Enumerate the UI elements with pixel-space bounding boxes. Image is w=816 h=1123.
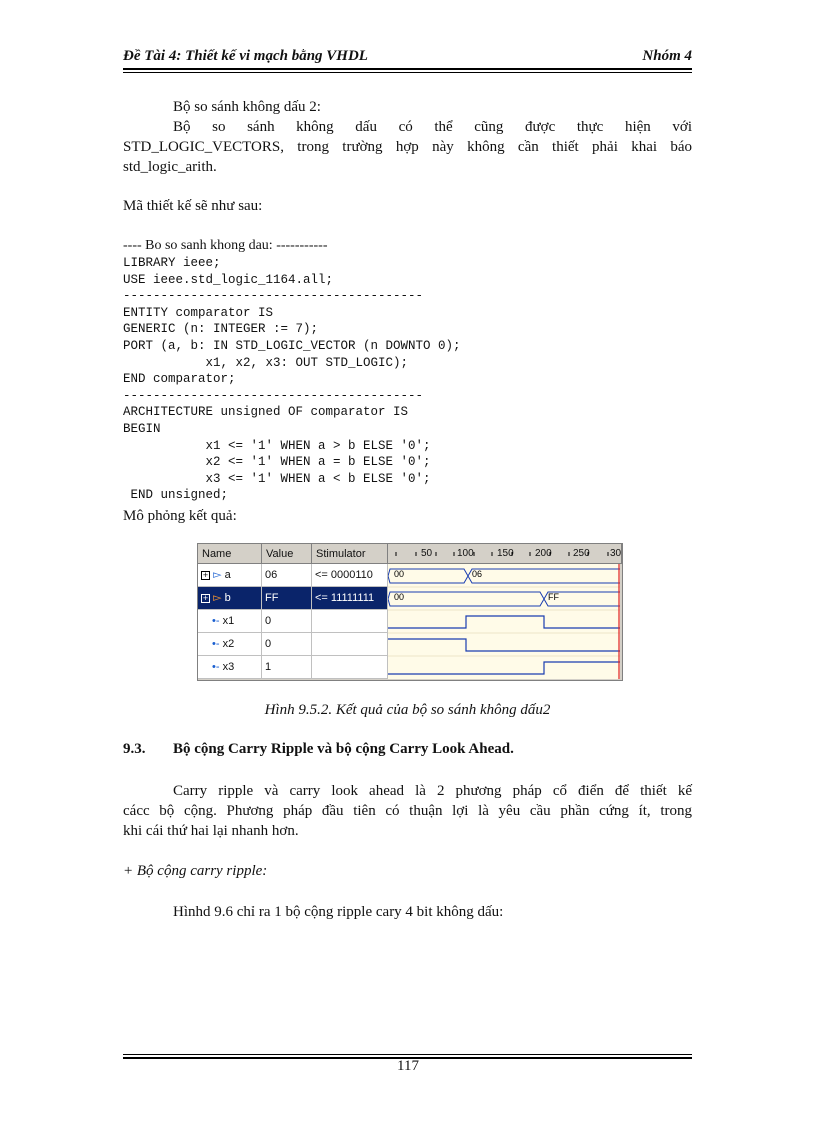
signal-value: 06 xyxy=(262,564,312,587)
signal-value: 1 xyxy=(262,656,312,679)
footer-rule xyxy=(123,1054,692,1055)
waveform-simulator xyxy=(197,543,623,681)
tick-label: 250 xyxy=(573,548,590,559)
bus-label-b2: FF xyxy=(548,592,559,602)
page-number: 117 xyxy=(397,1058,419,1074)
signal-name-cell[interactable] xyxy=(198,587,262,610)
bus-label-a1: 00 xyxy=(394,569,405,579)
body-p1-line2: cácc bộ cộng. Phương pháp đầu tiên có thuận lợi là yêu cầu phần cứng ít, trong xyxy=(123,803,692,819)
wave-a-2 xyxy=(468,569,620,583)
wave-b xyxy=(388,592,544,606)
code-line: x1, x2, x3: OUT STD_LOGIC); xyxy=(123,355,409,370)
bus-input-icon: ▻ xyxy=(213,592,222,604)
expand-icon[interactable]: + xyxy=(202,592,209,603)
signal-name: x3 xyxy=(222,661,235,673)
expand-icon[interactable]: + xyxy=(202,569,209,580)
tick-label: 150 xyxy=(497,548,514,559)
intro-para-line3: std_logic_arith. xyxy=(123,159,217,175)
sim-label: Mô phỏng kết quả: xyxy=(123,508,237,524)
code-line: LIBRARY ieee; xyxy=(123,256,221,270)
signal-stimulator[interactable]: <= 11111111 xyxy=(312,587,388,610)
code-line: GENERIC (n: INTEGER := 7); xyxy=(123,322,319,337)
output-pin-icon: •- xyxy=(212,661,220,673)
waveform-area[interactable] xyxy=(388,564,620,679)
waveform-traces xyxy=(388,564,620,679)
code-line: ---------------------------------------- xyxy=(123,388,424,403)
tick-label: 50 xyxy=(421,548,433,559)
signal-stimulator[interactable] xyxy=(312,633,388,656)
tick-label: 200 xyxy=(535,548,552,559)
figure-caption: Hình 9.5.2. Kết quả của bộ so sánh không dấu2 xyxy=(264,702,551,718)
intro-para-line2: STD_LOGIC_VECTORS, trong trường hợp này không cần thiết phải khai báo xyxy=(123,139,692,155)
bus-label-a2: 06 xyxy=(472,569,483,579)
code-line: END comparator; xyxy=(123,372,236,387)
signal-stimulator[interactable]: <= 0000110 xyxy=(312,564,388,587)
signal-stimulator[interactable] xyxy=(312,610,388,633)
output-pin-icon: •- xyxy=(212,638,220,650)
header-rule xyxy=(123,68,692,70)
code-line: PORT (a, b: IN STD_LOGIC_VECTOR (n DOWNTO 0); xyxy=(123,338,461,353)
header-title: Đề Tài 4: Thiết kế vi mạch bằng VHDL xyxy=(123,48,368,64)
wave-x1 xyxy=(388,616,620,628)
signal-stimulator[interactable] xyxy=(312,656,388,679)
signal-name-cell[interactable] xyxy=(198,564,262,587)
body-p2: Hìnhd 9.6 chỉ ra 1 bộ cộng ripple cary 4 bit không dấu: xyxy=(173,904,504,920)
section-number: 9.3. xyxy=(123,741,146,757)
signal-name-cell[interactable] xyxy=(198,633,262,656)
signal-name-cell[interactable] xyxy=(198,610,262,633)
body-p1-line1: Carry ripple và carry look ahead là 2 phương pháp cổ điển để thiết kế xyxy=(173,783,692,799)
page-header xyxy=(123,48,692,68)
section-title: Bộ cộng Carry Ripple và bộ cộng Carry Look Ahead. xyxy=(173,741,514,757)
signal-value: FF xyxy=(262,587,312,610)
header-rule-thin xyxy=(123,72,692,73)
tick-label: 30 xyxy=(610,548,622,559)
tick-label: 100 xyxy=(457,548,474,559)
code-line: END unsigned; xyxy=(123,488,229,503)
intro-para-line1: Bộ so sánh không dấu có thể cũng được thực hiện với xyxy=(173,119,692,135)
col-header-value[interactable]: Value xyxy=(262,544,312,564)
code-line: x1 <= '1' WHEN a > b ELSE '0'; xyxy=(123,438,431,453)
col-header-name[interactable]: Name xyxy=(198,544,262,564)
output-pin-icon: •- xyxy=(212,615,220,627)
signal-value: 0 xyxy=(262,633,312,656)
signal-name: b xyxy=(224,592,231,604)
header-group: Nhóm 4 xyxy=(642,48,692,64)
code-block xyxy=(123,255,461,504)
code-line: x2 <= '1' WHEN a = b ELSE '0'; xyxy=(123,455,431,470)
body-p1-line3: khi cái thứ hai lại nhanh hơn. xyxy=(123,823,299,839)
signal-value: 0 xyxy=(262,610,312,633)
signal-name: a xyxy=(224,569,231,581)
code-line: ---------------------------------------- xyxy=(123,289,424,304)
design-label: Mã thiết kế sẽ như sau: xyxy=(123,198,263,214)
code-line: BEGIN xyxy=(123,421,161,436)
code-comment: ---- Bo so sanh khong dau: ----------- xyxy=(123,238,328,253)
col-header-stimulator[interactable]: Stimulator xyxy=(312,544,388,564)
intro-title: Bộ so sánh không dấu 2: xyxy=(173,99,321,115)
wave-x2 xyxy=(388,639,620,651)
wave-x3 xyxy=(388,662,620,674)
code-line: ARCHITECTURE unsigned OF comparator IS xyxy=(123,405,409,420)
code-line: x3 <= '1' WHEN a < b ELSE '0'; xyxy=(123,471,431,486)
signal-name-cell[interactable] xyxy=(198,656,262,679)
time-ruler xyxy=(388,544,622,564)
signal-name: x2 xyxy=(222,638,235,650)
bus-input-icon: ▻ xyxy=(213,569,222,581)
signal-name: x1 xyxy=(222,615,235,627)
bus-label-b1: 00 xyxy=(394,592,405,602)
code-line: USE ieee.std_logic_1164.all; xyxy=(123,272,334,287)
code-line: ENTITY comparator IS xyxy=(123,305,274,320)
subheading: + Bộ cộng carry ripple: xyxy=(123,863,268,879)
